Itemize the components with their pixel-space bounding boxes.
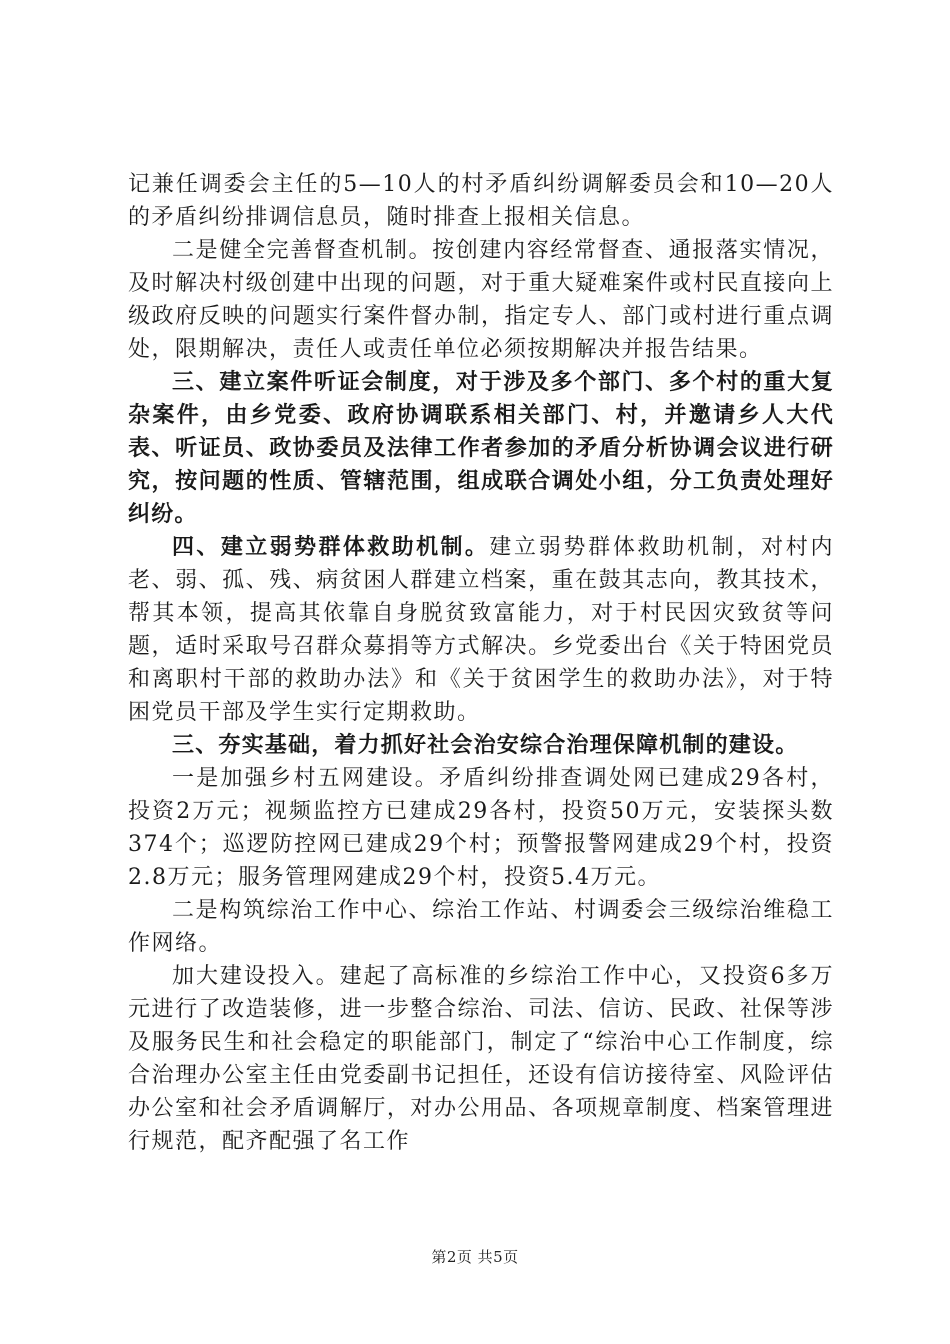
page-number: 第2页 共5页 [431, 1248, 519, 1266]
section-heading-text: 三、夯实基础，着力抓好社会治安综合治理保障机制的建设。 [172, 733, 799, 758]
paragraph-investment [128, 960, 834, 1158]
paragraph-three-level-network [128, 894, 834, 960]
paragraph-vulnerable-groups [128, 531, 834, 729]
paragraph-text: 一是加强乡村五网建设。矛盾纠纷排查调处网已建成29各村，投资2万元；视频监控方已建成29各村，投资50万元，安装探头数374个；巡逻防控网已建成29个村；预警报警网建成29个村，投资2.8万元；服务管理网建成29个村，投资5.4万元。 [128, 766, 834, 890]
paragraph-text: 记兼任调委会主任的5—10人的村矛盾纠纷调解委员会和10—20人的矛盾纠纷排调信息员，随时排查上报相关信息。 [128, 172, 834, 230]
document-body [128, 168, 834, 1158]
paragraph-text: 加大建设投入。建起了高标准的乡综治工作中心，又投资6多万元进行了改造装修，进一步整合综治、司法、信访、民政、社保等涉及服务民生和社会稳定的职能部门，制定了“综治中心工作制度，综合治理办公室主任由党委副书记担任，还设有信访接待室、风险评估办公室和社会矛盾调解厅，对办公用品、各项规章制度、档案管理进行规范，配齐配强了名工作 [128, 964, 834, 1154]
paragraph-heading: 四、建立弱势群体救助机制。 [172, 535, 490, 560]
paragraph-hearing-system [128, 366, 834, 531]
section-heading-foundation [128, 729, 834, 762]
paragraph-continuation [128, 168, 834, 234]
paragraph-five-networks [128, 762, 834, 894]
paragraph-text: 三、建立案件听证会制度，对于涉及多个部门、多个村的重大复杂案件，由乡党委、政府协调联系相关部门、村，并邀请乡人大代表、听证员、政协委员及法律工作者参加的矛盾分析协调会议进行研究，按问题的性质、管辖范围，组成联合调处小组，分工负责处理好纠纷。 [128, 370, 834, 527]
paragraph-text: 建立弱势群体救助机制，对村内老、弱、孤、残、病贫困人群建立档案，重在鼓其志向，教其技术，帮其本领，提高其依靠自身脱贫致富能力，对于村民因灾致贫等问题，适时采取号召群众募捐等方式解决。乡党委出台《关于特困党员和离职村干部的救助办法》和《关于贫困学生的救助办法》，对于特困党员干部及学生实行定期救助。 [128, 535, 834, 725]
paragraph-text: 二是构筑综治工作中心、综治工作站、村调委会三级综治维稳工作网络。 [128, 898, 834, 956]
paragraph-text: 二是健全完善督查机制。按创建内容经常督查、通报落实情况，及时解决村级创建中出现的问题，对于重大疑难案件或村民直接向上级政府反映的问题实行案件督办制，指定专人、部门或村进行重点调处，限期解决，责任人或责任单位必须按期解决并报告结果。 [128, 238, 834, 362]
paragraph-supervision-mechanism [128, 234, 834, 366]
